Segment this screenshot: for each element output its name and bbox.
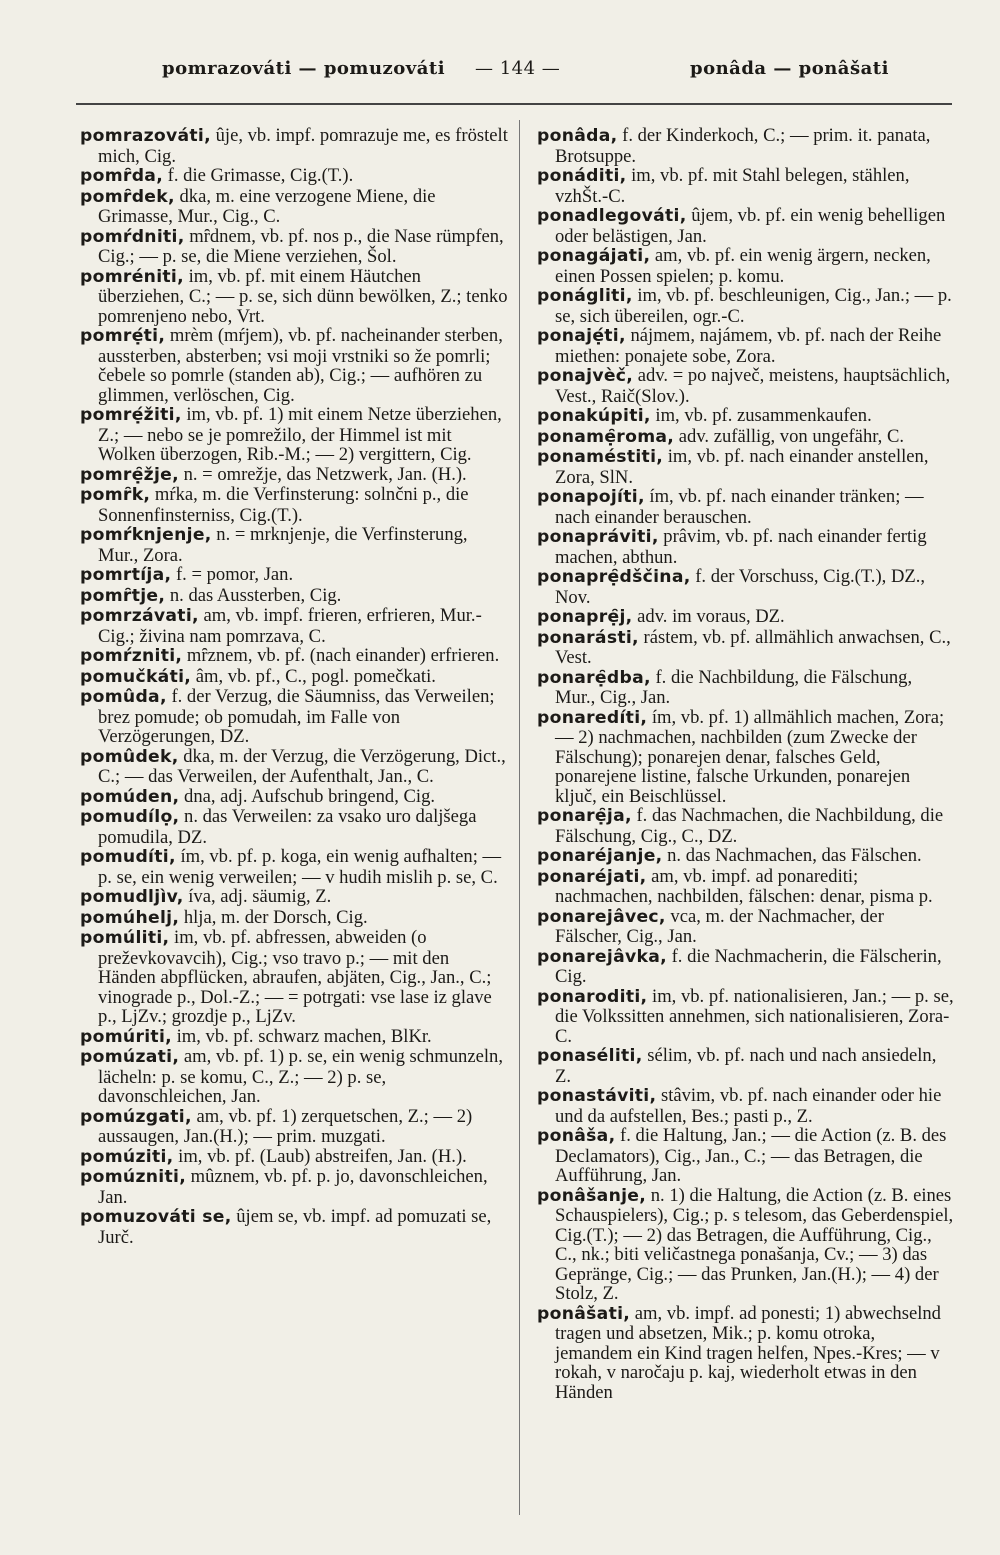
dictionary-entry <box>537 246 955 286</box>
dictionary-entry <box>537 1304 955 1403</box>
dictionary-entry <box>80 687 510 747</box>
entry-definition: nájmem, najámem, vb. pf. nach der Reihe miethen: ponajete sobe, Zora. <box>555 325 942 367</box>
entry-headword: ponajẹ́ti, <box>537 326 626 346</box>
dictionary-entry <box>80 166 510 187</box>
entry-headword: pomudílọ, <box>80 807 180 827</box>
dictionary-entry <box>537 907 955 947</box>
dictionary-entry <box>80 267 510 327</box>
entry-definition: ím, vb. pf. 1) allmählich machen, Zora; — 2) nachmachen, nachbilden (zum Zwecke der Fälschung); ponarejen denar, falsches Geld, ponarejene listine, falsche Urkunden, ponarejen ključ, ein Beischlüssel. <box>555 706 945 807</box>
entry-definition: stâvim, vb. pf. nach einander oder hie und da aufstellen, Bes.; pasti p., Z. <box>555 1085 942 1127</box>
entry-headword: pomȓdek, <box>80 186 175 207</box>
entry-definition: f. die Nachbildung, die Fälschung, Mur., Cig., Jan. <box>555 666 913 708</box>
entry-headword: pomúden, <box>80 786 180 807</box>
dictionary-entry <box>80 1107 510 1147</box>
entry-headword: ponaprẹ̑dščina, <box>537 567 691 587</box>
dictionary-entry <box>537 1046 955 1086</box>
entry-definition: am, vb. impf. ad ponarediti; nachmachen, nachbilden, fälschen: denar, pisma p. <box>555 865 933 907</box>
dictionary-entry <box>537 1086 955 1126</box>
entry-definition: im, vb. pf. abfressen, abweiden (o preževkovavcih), Cig.; vso travo p.; — mit den Händen abpflücken, abraufen, abjäten, Cig., Jan., C.; vinograde p., Dol.-Z.; — = potrgati: vse lase iz glave p., LjZv.; grozdje p., LjZv. <box>98 927 492 1027</box>
entry-definition: f. der Verzug, die Säumniss, das Verweilen; brez pomude; ob pomudah, im Falle von Verzögerungen, DZ. <box>98 686 495 747</box>
entry-headword: pomŕdniti, <box>80 226 185 247</box>
entry-headword: pomúzgati, <box>80 1106 192 1127</box>
entry-definition: mŕka, m. die Verfinsterung: solnčni p., die Sonnenfinsterniss, Cig.(T.). <box>98 484 469 526</box>
dictionary-entry <box>80 565 510 586</box>
dictionary-entry <box>537 427 955 448</box>
entry-definition: sélim, vb. pf. nach und nach ansiedeln, Z. <box>555 1045 937 1087</box>
entry-definition: am, vb. impf. frieren, erfrieren, Mur.-Cig.; živina nam pomrzava, C. <box>98 605 482 647</box>
dictionary-entry <box>80 187 510 227</box>
dictionary-entry <box>537 628 955 668</box>
entry-headword: pomŕknjenje, <box>80 525 212 545</box>
entry-headword: ponâšati, <box>537 1303 631 1324</box>
entry-headword: pomuzováti se, <box>80 1207 232 1227</box>
entry-headword: pomúzati, <box>80 1047 180 1067</box>
entry-headword: ponarẹ̑ja, <box>537 806 632 826</box>
header-rule <box>76 103 952 105</box>
entry-definition: f. der Vorschuss, Cig.(T.), DZ., Nov. <box>555 566 926 608</box>
dictionary-entry <box>80 586 510 607</box>
entry-definition: dka, m. der Verzug, die Verzögerung, Dict., C.; — das Verweilen, der Aufenthalt, Jan., C. <box>98 745 506 787</box>
entry-definition: ím, vb. pf. p. koga, ein wenig aufhalten; — p. se, ein wenig verweilen; — v hudih mislih p. se, C. <box>98 846 502 888</box>
entry-headword: ponaprẹ̑j, <box>537 607 633 627</box>
dictionary-entry <box>80 847 510 887</box>
dictionary-entry <box>537 326 955 366</box>
dictionary-entry <box>537 567 955 607</box>
entry-headword: pomrẹ̑žje, <box>80 464 179 485</box>
entry-definition: f. das Nachmachen, die Nachbildung, die Fälschung, Cig., C., DZ. <box>555 805 944 847</box>
entry-headword: ponakúpiti, <box>537 406 651 426</box>
dictionary-entry <box>80 227 510 267</box>
entry-definition: n. = mrknjenje, die Verfinsterung, Mur., Zora. <box>98 524 468 566</box>
dictionary-entry <box>80 887 510 908</box>
entry-headword: ponaroditi, <box>537 986 648 1007</box>
dictionary-entry <box>537 846 955 867</box>
entry-headword: pomúhelj, <box>80 907 180 928</box>
entry-definition: f. die Grimasse, Cig.(T.). <box>163 165 354 186</box>
dictionary-entry <box>80 667 510 688</box>
entry-definition: im, vb. pf. mit einem Häutchen überziehen, C.; — p. se, sich dünn bewölken, Z.; tenko pomrenjeno nebo, Vrt. <box>98 265 508 327</box>
entry-definition: n. 1) die Haltung, die Action (z. B. eines Schauspielers), Cig.; p. s telesom, das Geberdenspiel, Cig.(T.); — 2) das Betragen, die Aufführung, Cig., C., nk.; biti veličastnega ponašanja, Cv.; — 3) das Gepränge, Cig.; — das Prunken, Jan.(H.); — 4) der Stolz, Z. <box>555 1184 954 1304</box>
entry-definition: n. das Aussterben, Cig. <box>165 584 342 606</box>
entry-definition: adv. im voraus, DZ. <box>632 606 785 627</box>
entry-definition: ûje, vb. impf. pomrazuje me, es fröstelt mich, Cig. <box>98 125 508 167</box>
entry-headword: pomudljìv, <box>80 887 184 907</box>
entry-headword: ponâša, <box>537 1126 616 1146</box>
dictionary-entry <box>537 1186 955 1304</box>
entry-definition: im, vb. pf. zusammenkaufen. <box>650 405 872 426</box>
entry-headword: pomúliti, <box>80 928 170 948</box>
entry-definition: n. das Verweilen: za vsako uro daljšega pomudila, DZ. <box>98 806 477 848</box>
entry-definition: f. die Haltung, Jan.; — die Action (z. B. des Declamators), Cig., Jan., C.; — das Betragen, die Aufführung, Jan. <box>555 1125 947 1186</box>
entry-headword: pomudíti, <box>80 847 176 867</box>
entry-headword: pomûdek, <box>80 746 179 767</box>
dictionary-entry <box>537 126 955 166</box>
dictionary-entry <box>80 606 510 646</box>
entry-headword: ponagájati, <box>537 246 651 266</box>
entry-headword: ponajvèč, <box>537 366 634 386</box>
entry-headword: pomúziti, <box>80 1146 174 1167</box>
dictionary-entry <box>80 405 510 465</box>
entry-definition: adv. zufällig, von ungefähr, C. <box>674 425 905 447</box>
column-divider <box>519 120 520 1515</box>
entry-definition: n. = omrežje, das Netzwerk, Jan. (H.). <box>178 463 467 485</box>
entry-definition: im, vb. pf. mit Stahl belegen, stählen, vzhŠt.-C. <box>555 165 910 207</box>
dictionary-entry <box>537 607 955 628</box>
dictionary-entry <box>80 646 510 667</box>
dictionary-entry <box>80 747 510 787</box>
entry-definition: adv. = po največ, meistens, hauptsächlich, Vest., Raič(Slov.). <box>555 365 951 407</box>
entry-definition: mȓznem, vb. pf. (nach einander) erfrieren. <box>182 645 500 666</box>
entry-headword: ponaréjati, <box>537 866 647 887</box>
entry-headword: ponarejâvka, <box>537 946 667 967</box>
dictionary-entry <box>80 1147 510 1168</box>
page-number: — 144 — <box>475 58 561 79</box>
entry-definition: ûjem, vb. pf. ein wenig behelligen oder belästigen, Jan. <box>555 205 946 247</box>
dictionary-entry <box>80 928 510 1027</box>
entry-definition: f. der Kinderkoch, C.; — prim. it. panata, Brotsuppe. <box>555 125 931 167</box>
dictionary-entry <box>537 447 955 487</box>
entry-headword: ponâda, <box>537 126 618 146</box>
entry-definition: hlja, m. der Dorsch, Cig. <box>179 906 368 928</box>
entry-definition: ím, vb. pf. nach einander tränken; — nach einander berauschen. <box>555 486 924 528</box>
entry-headword: ponarásti, <box>537 627 639 648</box>
entry-definition: dka, m. eine verzogene Miene, die Grimasse, Mur., Cig., C. <box>98 185 436 227</box>
entry-headword: pomȓtje, <box>80 585 166 606</box>
entry-headword: pomŕzniti, <box>80 646 183 666</box>
dictionary-entry <box>537 867 955 907</box>
entry-definition: mrèm (mŕjem), vb. pf. nacheinander sterben, aussterben, absterben; vsi moji vrstniki so že pomrli; čebele so pomrle (standen ab), Cig.; — aufhören zu glimmen, verlöschen, Cig. <box>98 325 503 406</box>
dictionary-entry <box>80 485 510 525</box>
dictionary-entry <box>80 525 510 565</box>
entry-definition: âm, vb. pf., C., pogl. pomečkati. <box>191 665 436 687</box>
dictionary-entry <box>80 1027 510 1048</box>
dictionary-entry <box>80 787 510 808</box>
entry-definition: am, vb. pf. ein wenig ärgern, necken, einen Possen spielen; p. komu. <box>555 245 931 287</box>
entry-definition: im, vb. pf. nach einander anstellen, Zora, SlN. <box>555 446 929 488</box>
dictionary-entry <box>537 206 955 246</box>
entry-headword: pomûda, <box>80 687 167 707</box>
dictionary-entry <box>80 908 510 929</box>
entry-headword: pomȓda, <box>80 166 164 186</box>
entry-headword: pomučkáti, <box>80 666 192 687</box>
entry-headword: ponaredíti, <box>537 707 648 728</box>
entry-headword: ponapráviti, <box>537 527 659 547</box>
entry-definition: am, vb. pf. 1) p. se, ein wenig schmunzeln, lächeln: p. se komu, C., Z.; — 2) p. se, davonschleichen, Jan. <box>98 1046 503 1107</box>
entry-definition: am, vb. impf. ad ponesti; 1) abwechselnd tragen und absetzen, Mik.; p. komu otroka, jemandem ein Kind tragen helfen, Npes.-Kres; — v rokah, v naročaju p. kaj, wiederholt etwas in den Händen <box>555 1302 941 1403</box>
entry-headword: pomrazováti, <box>80 126 211 146</box>
entry-definition: f. die Nachmacherin, die Fälscherin, Cig. <box>555 945 942 987</box>
entry-headword: ponaréjanje, <box>537 846 663 866</box>
entry-definition: im, vb. pf. 1) mit einem Netze überziehen, Z.; — nebo se je pomrežilo, der Himmel ist mit Wolken überzogen, Rib.-M.; — 2) vergittern, Cig. <box>98 404 502 465</box>
dictionary-entry <box>537 286 955 326</box>
entry-headword: pomúzniti, <box>80 1167 187 1187</box>
entry-definition: vca, m. der Nachmacher, der Fälscher, Cig., Jan. <box>555 905 884 947</box>
dictionary-entry <box>80 1167 510 1207</box>
dictionary-entry <box>80 1047 510 1107</box>
entry-definition: f. = pomor, Jan. <box>171 564 294 585</box>
entry-headword: pomréniti, <box>80 266 184 287</box>
entry-headword: ponáditi, <box>537 166 627 186</box>
dictionary-entry <box>80 807 510 847</box>
entry-headword: ponarẹ̑dba, <box>537 667 651 688</box>
entry-headword: ponarejâvec, <box>537 906 666 927</box>
entry-headword: ponastáviti, <box>537 1086 657 1106</box>
entry-headword: pomúriti, <box>80 1026 172 1047</box>
entry-definition: n. das Nachmachen, das Fälschen. <box>662 845 922 866</box>
dictionary-entry <box>80 1207 510 1247</box>
dictionary-entry <box>537 366 955 406</box>
entry-headword: pomrẹ́ti, <box>80 326 166 346</box>
dictionary-entry <box>80 465 510 486</box>
entry-headword: pomrzávati, <box>80 606 199 626</box>
entry-definition: am, vb. pf. 1) zerquetschen, Z.; — 2) aussaugen, Jan.(H.); — prim. muzgati. <box>98 1105 473 1147</box>
entry-definition: mȓdnem, vb. pf. nos p., die Nase rümpfen, Cig.; — p. se, die Miene verziehen, Šol. <box>98 225 504 267</box>
entry-definition: mûznem, vb. pf. p. jo, davonschleichen, Jan. <box>98 1166 488 1208</box>
dictionary-entry <box>537 406 955 427</box>
dictionary-entry <box>537 527 955 567</box>
header-left-guide: pomrazováti — pomuzováti <box>162 58 446 79</box>
dictionary-entry <box>537 708 955 807</box>
entry-headword: ponaséliti, <box>537 1046 643 1066</box>
entry-definition: íva, adj. säumig, Z. <box>183 886 332 907</box>
entry-definition: im, vb. pf. beschleunigen, Cig., Jan.; — p. se, sich übereilen, ogr.-C. <box>555 285 952 327</box>
entry-headword: ponaméstiti, <box>537 447 664 467</box>
entry-headword: pomrtíja, <box>80 565 172 585</box>
entry-definition: ûjem se, vb. impf. ad pomuzati se, Jurč. <box>98 1206 492 1248</box>
entry-headword: ponâšanje, <box>537 1185 647 1206</box>
entry-definition: im, vb. pf. schwarz machen, BlKr. <box>171 1025 432 1047</box>
dictionary-entry <box>80 326 510 405</box>
entry-definition: rástem, vb. pf. allmählich anwachsen, C., Vest. <box>555 626 951 668</box>
dictionary-entry <box>80 126 510 166</box>
dictionary-entry <box>537 166 955 206</box>
entry-headword: ponamẹ̑roma, <box>537 426 675 447</box>
dictionary-entry <box>537 947 955 987</box>
entry-headword: pomrẹ́žiti, <box>80 405 182 425</box>
entry-definition: dna, adj. Aufschub bringend, Cig. <box>179 785 436 807</box>
dictionary-entry <box>537 987 955 1047</box>
dictionary-entry <box>537 668 955 708</box>
left-column <box>80 126 510 1247</box>
dictionary-entry <box>537 1126 955 1186</box>
header-right-guide: ponâda — ponâšati <box>690 58 889 79</box>
entry-definition: im, vb. pf. (Laub) abstreifen, Jan. (H.). <box>173 1145 467 1167</box>
dictionary-entry <box>537 487 955 527</box>
entry-definition: prâvim, vb. pf. nach einander fertig machen, abthun. <box>555 526 927 568</box>
dictionary-entry <box>537 806 955 846</box>
entry-definition: im, vb. pf. nationalisieren, Jan.; — p. se, die Volkssitten annehmen, sich nationalisieren, Zora-C. <box>555 985 954 1047</box>
entry-headword: pomȓk, <box>80 485 151 505</box>
entry-headword: ponapojíti, <box>537 487 645 507</box>
running-header <box>150 58 950 92</box>
entry-headword: ponágliti, <box>537 286 633 306</box>
entry-headword: ponadlegováti, <box>537 206 687 226</box>
right-column <box>537 126 955 1402</box>
